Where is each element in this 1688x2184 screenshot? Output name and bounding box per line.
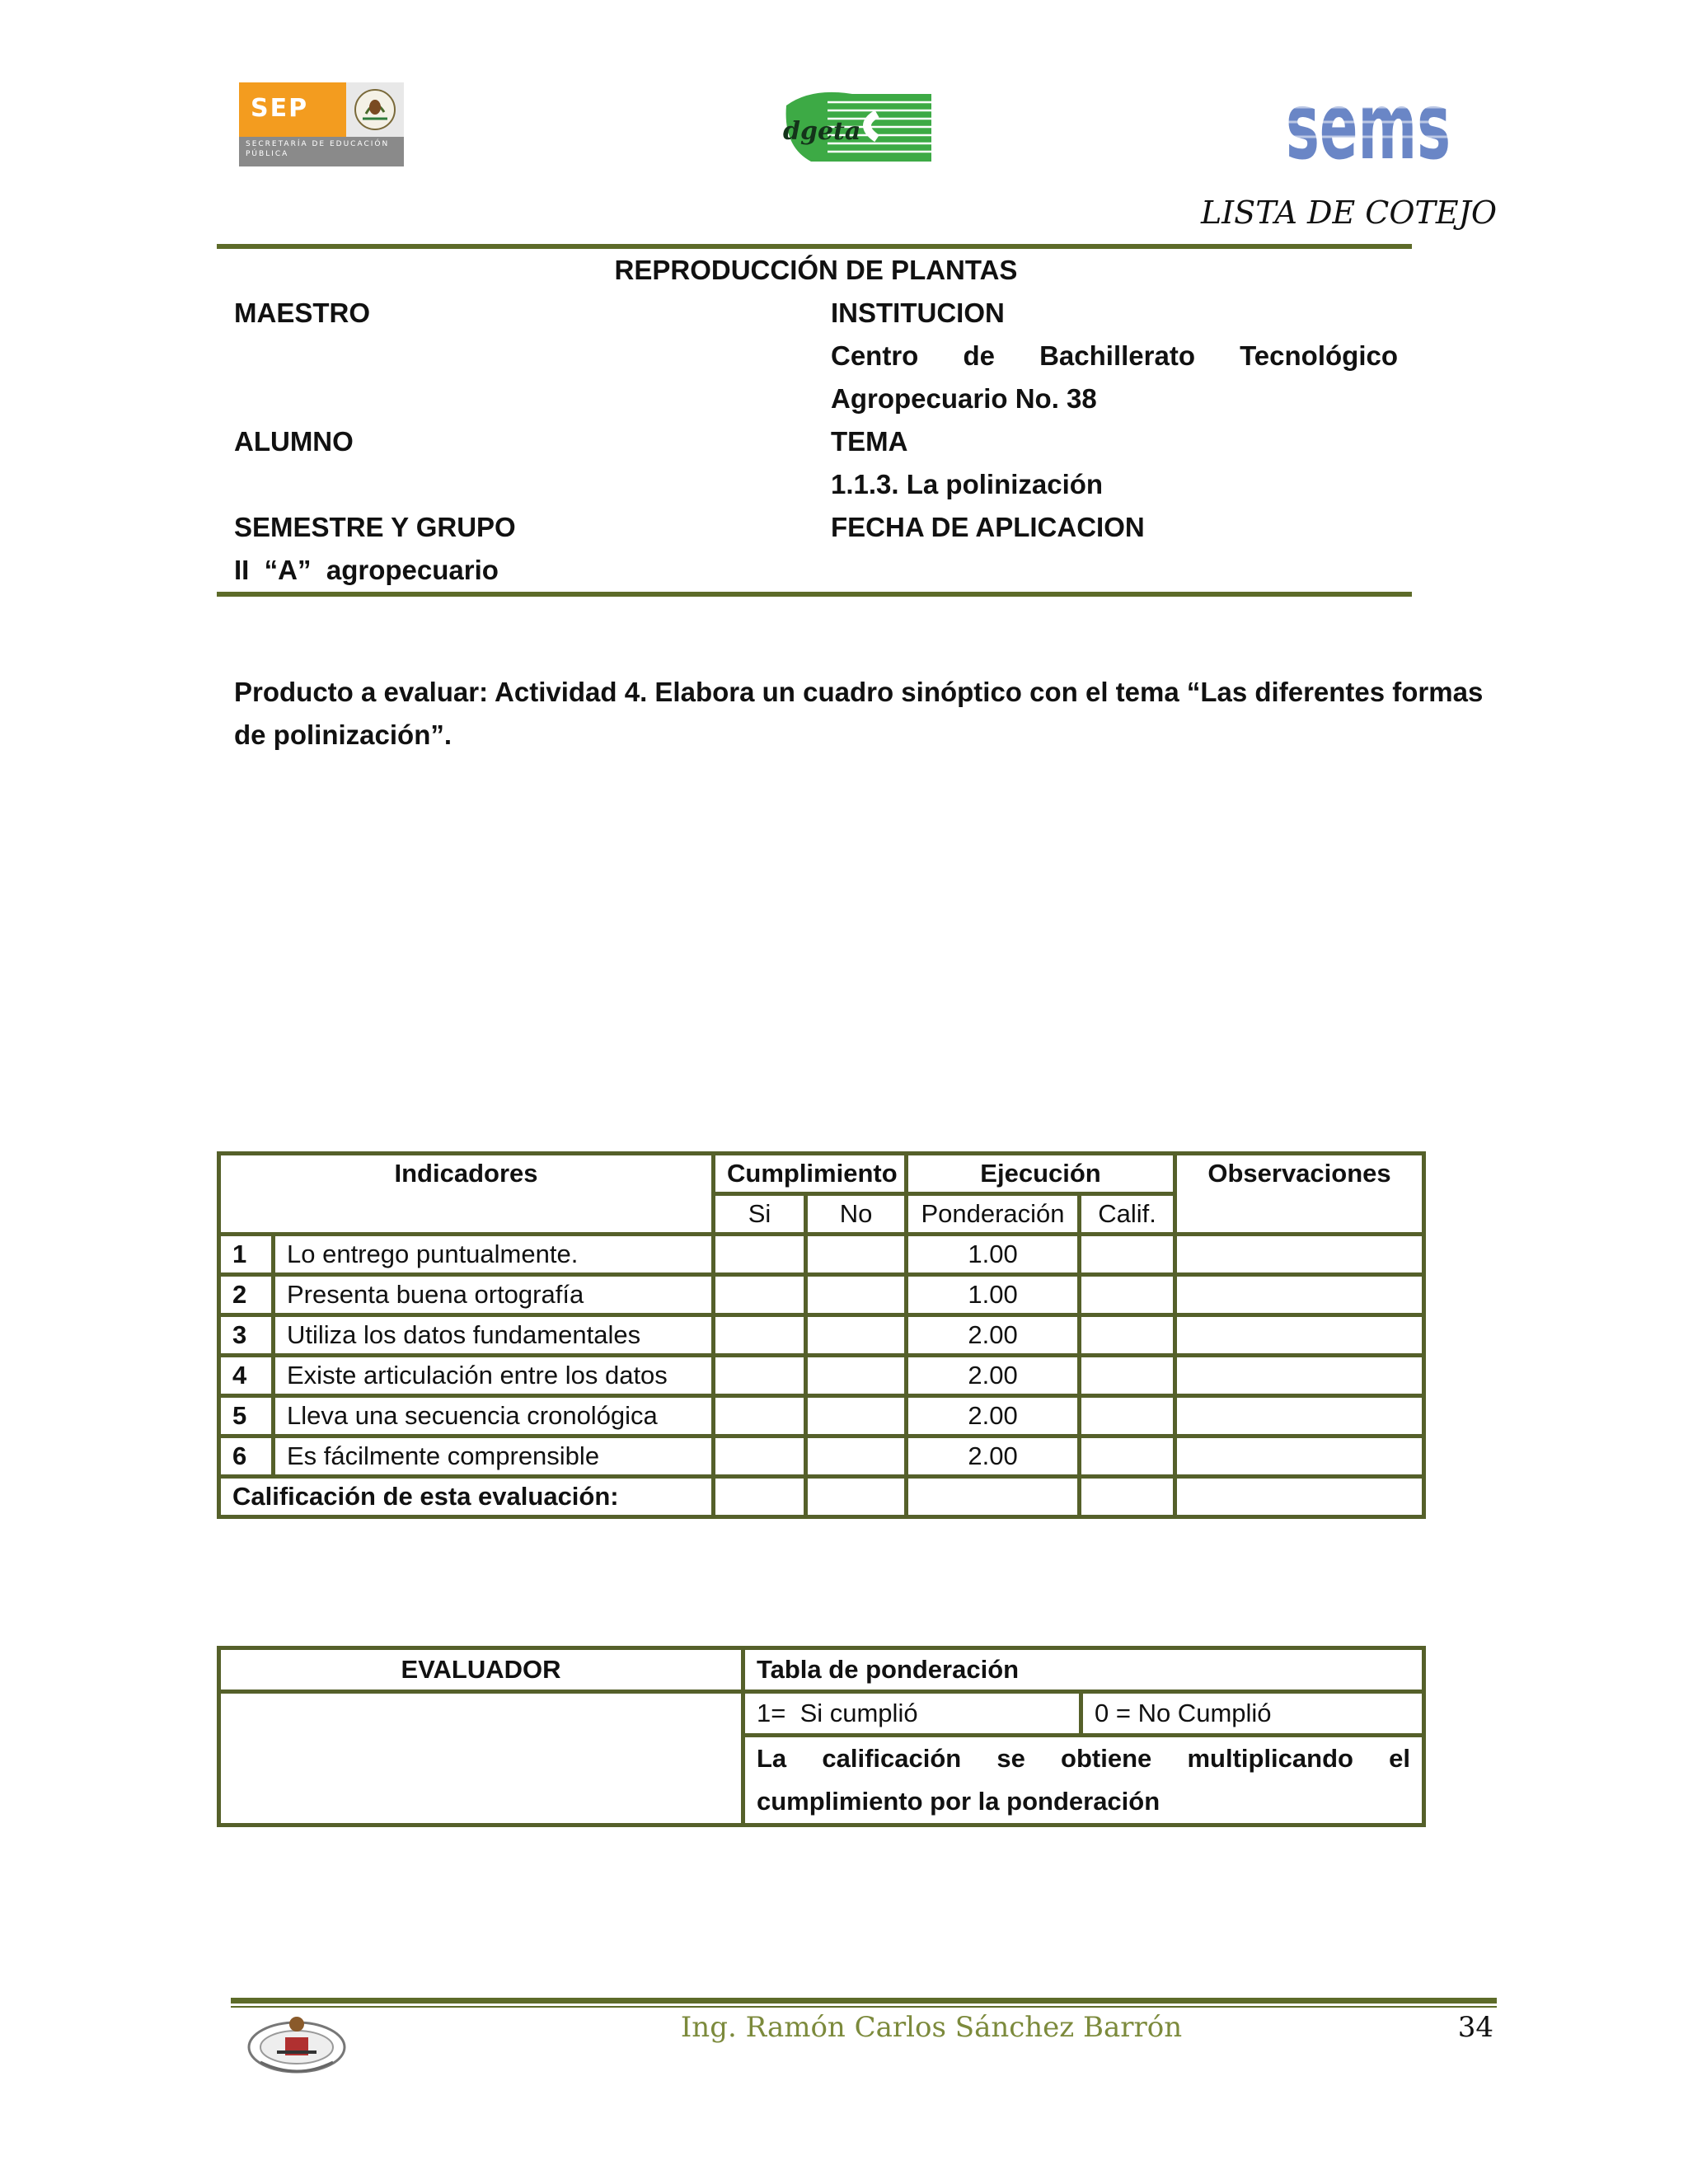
execution-header: Ejecución xyxy=(907,1154,1175,1194)
header-divider xyxy=(217,244,1412,249)
weight-cell: 1.00 xyxy=(907,1235,1080,1275)
no-cell[interactable] xyxy=(806,1315,907,1356)
document-type-title: LISTA DE COTEJO xyxy=(1200,194,1497,231)
yes-cell[interactable] xyxy=(714,1315,806,1356)
indicator-cell: Lo entrego puntualmente. xyxy=(274,1235,714,1275)
institution-label: INSTITUCION xyxy=(831,298,1005,328)
evaluator-header: EVALUADOR xyxy=(219,1648,743,1692)
weight-cell: 1.00 xyxy=(907,1275,1080,1315)
grade-cell[interactable] xyxy=(1080,1396,1175,1436)
observations-header: Observaciones xyxy=(1175,1154,1424,1235)
no-cell[interactable] xyxy=(806,1235,907,1275)
grade-cell[interactable] xyxy=(1080,1436,1175,1477)
grade-cell[interactable] xyxy=(1080,1275,1175,1315)
no-cell[interactable] xyxy=(806,1396,907,1436)
no-header: No xyxy=(806,1194,907,1235)
total-no-cell[interactable] xyxy=(806,1477,907,1517)
topic-label: TEMA xyxy=(831,426,908,457)
dgeta-logo xyxy=(778,89,931,162)
weight-cell: 2.00 xyxy=(907,1315,1080,1356)
weight-cell: 2.00 xyxy=(907,1396,1080,1436)
course-title: REPRODUCCIÓN DE PLANTAS xyxy=(614,255,1018,285)
row-number: 5 xyxy=(219,1396,274,1436)
institution-name: Centro de Bachillerato Tecnológico xyxy=(831,340,1398,371)
compliance-header: Cumplimiento xyxy=(714,1154,907,1194)
row-number: 6 xyxy=(219,1436,274,1477)
school-emblem-icon xyxy=(244,2013,349,2077)
product-to-evaluate: Producto a evaluar: Actividad 4. Elabora un cuadro sinóptico con el tema “Las diferentes formas de polinización”. xyxy=(234,677,1484,750)
footer-divider-thin xyxy=(231,2006,1497,2008)
no-cell[interactable] xyxy=(806,1356,907,1396)
yes-cell[interactable] xyxy=(714,1436,806,1477)
sems-logo xyxy=(1286,73,1451,180)
weight-cell: 2.00 xyxy=(907,1436,1080,1477)
student-label: ALUMNO xyxy=(234,426,354,457)
row-number: 4 xyxy=(219,1356,274,1396)
table-row xyxy=(219,1356,1424,1396)
table-row xyxy=(219,1396,1424,1436)
no-key: 0 = No Cumplió xyxy=(1081,1692,1424,1736)
grade-cell[interactable] xyxy=(1080,1356,1175,1396)
institution-name-line-2: Agropecuario No. 38 xyxy=(831,383,1097,414)
sep-logo xyxy=(239,82,404,166)
total-weight-cell[interactable] xyxy=(907,1477,1080,1517)
observations-cell[interactable] xyxy=(1175,1436,1424,1477)
no-cell[interactable] xyxy=(806,1275,907,1315)
yes-cell[interactable] xyxy=(714,1356,806,1396)
grade-note: La calificación se obtiene multiplicando el cumplimiento por la ponderación xyxy=(743,1736,1424,1825)
date-label: FECHA DE APLICACION xyxy=(831,512,1145,542)
semester-value: II “A” agropecuario xyxy=(234,555,499,585)
total-yes-cell[interactable] xyxy=(714,1477,806,1517)
row-number: 1 xyxy=(219,1235,274,1275)
yes-key: 1= Si cumplió xyxy=(743,1692,1081,1736)
weighting-header: Ponderación xyxy=(907,1194,1080,1235)
row-number: 2 xyxy=(219,1275,274,1315)
observations-cell[interactable] xyxy=(1175,1235,1424,1275)
yes-cell[interactable] xyxy=(714,1275,806,1315)
table-row xyxy=(219,1235,1424,1275)
indicators-header: Indicadores xyxy=(219,1154,714,1235)
checklist-table xyxy=(217,1151,1426,1519)
footer-divider xyxy=(231,1998,1497,2004)
observations-cell[interactable] xyxy=(1175,1396,1424,1436)
grade-cell[interactable] xyxy=(1080,1315,1175,1356)
total-label: Calificación de esta evaluación: xyxy=(219,1477,714,1517)
weight-cell: 2.00 xyxy=(907,1356,1080,1396)
weighting-table-label: Tabla de ponderación xyxy=(743,1648,1424,1692)
indicator-cell: Lleva una secuencia cronológica xyxy=(274,1396,714,1436)
sems-logo-text: sems xyxy=(1286,73,1451,180)
observations-cell[interactable] xyxy=(1175,1275,1424,1315)
total-row xyxy=(219,1477,1424,1517)
total-grade-cell[interactable] xyxy=(1080,1477,1175,1517)
observations-cell[interactable] xyxy=(1175,1356,1424,1396)
total-observations-cell[interactable] xyxy=(1175,1477,1424,1517)
evaluator-signature-cell[interactable] xyxy=(219,1692,743,1825)
teacher-label: MAESTRO xyxy=(234,298,370,328)
table-row xyxy=(219,1275,1424,1315)
grade-cell[interactable] xyxy=(1080,1235,1175,1275)
topic-value: 1.1.3. La polinización xyxy=(831,469,1104,499)
yes-header: Si xyxy=(714,1194,806,1235)
table-row xyxy=(219,1436,1424,1477)
grade-header: Calif. xyxy=(1080,1194,1175,1235)
semester-label: SEMESTRE Y GRUPO xyxy=(234,512,516,542)
observations-cell[interactable] xyxy=(1175,1315,1424,1356)
yes-cell[interactable] xyxy=(714,1396,806,1436)
info-divider xyxy=(217,592,1412,597)
dgeta-logo-text: dgeta xyxy=(783,117,861,146)
footer-author: Ing. Ramón Carlos Sánchez Barrón xyxy=(680,2011,1183,2044)
page-number: 34 xyxy=(1457,2011,1493,2044)
row-number: 3 xyxy=(219,1315,274,1356)
table-row xyxy=(219,1315,1424,1356)
evaluator-table xyxy=(217,1646,1426,1827)
indicator-cell: Existe articulación entre los datos xyxy=(274,1356,714,1396)
national-seal-icon xyxy=(346,82,404,137)
indicator-cell: Presenta buena ortografía xyxy=(274,1275,714,1315)
sep-logo-subtext: SECRETARÍA DE EDUCACIÓN PÚBLICA xyxy=(246,140,390,158)
no-cell[interactable] xyxy=(806,1436,907,1477)
sep-logo-text: SEP xyxy=(251,94,309,123)
yes-cell[interactable] xyxy=(714,1235,806,1275)
indicator-cell: Utiliza los datos fundamentales xyxy=(274,1315,714,1356)
indicator-cell: Es fácilmente comprensible xyxy=(274,1436,714,1477)
